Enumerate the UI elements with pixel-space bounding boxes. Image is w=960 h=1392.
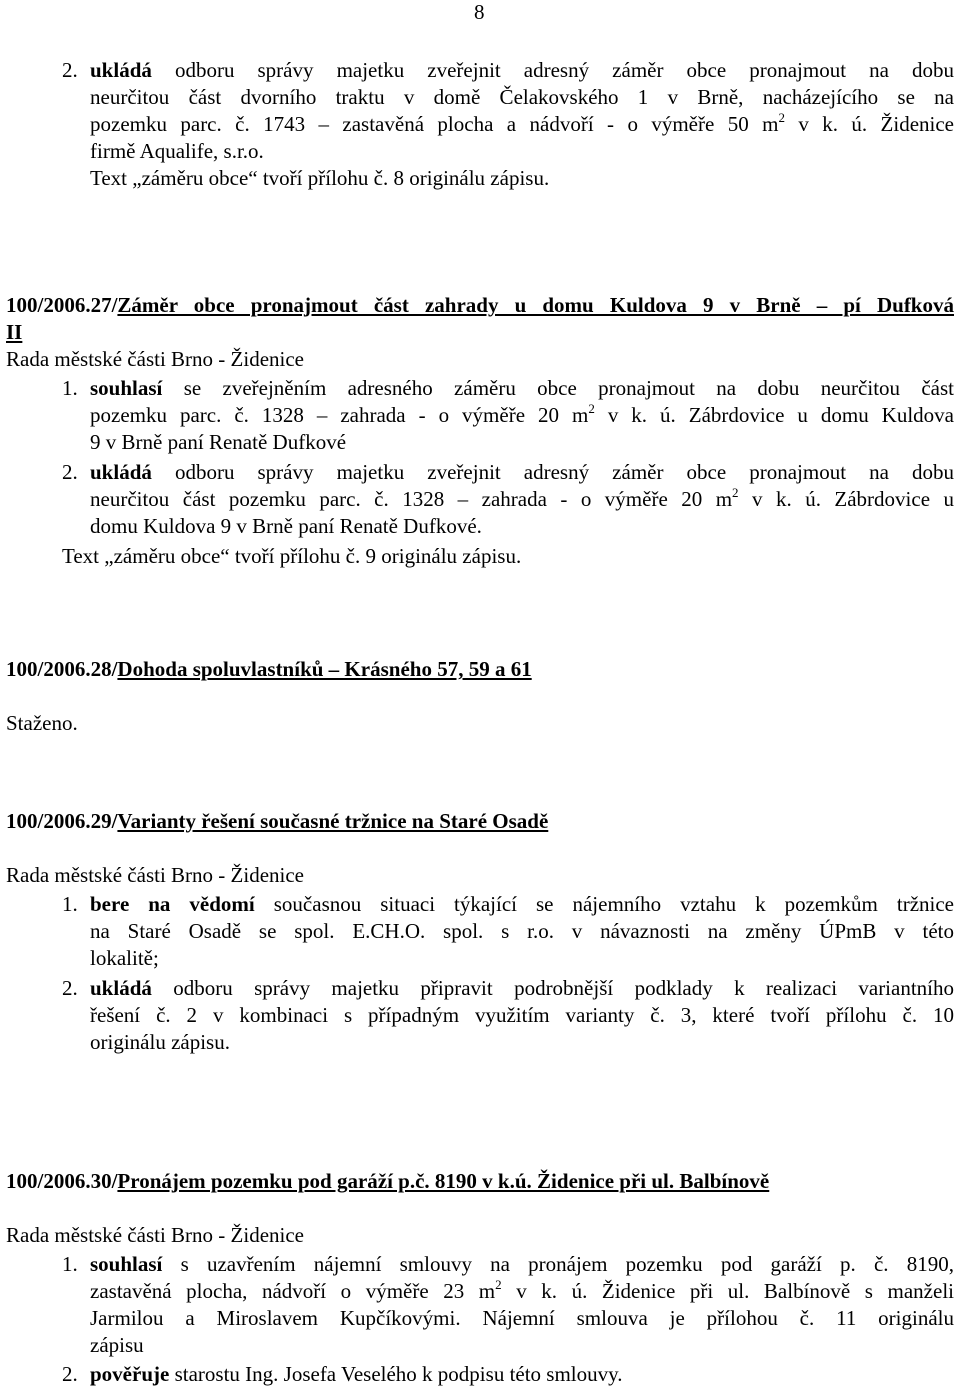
section-number: 100/2006.27/ (6, 293, 118, 317)
text-run: starostu Ing. Josefa Veselého k podpisu této smlouvy. (174, 1362, 623, 1386)
section-heading (6, 1168, 769, 1195)
paragraph-line: domu Kuldova 9 v Brně paní Renatě Dufkové. (90, 514, 482, 538)
section-title: Záměr obce pronajmout část zahrady u domu Kuldova 9 v Brně – pí Dufková (117, 293, 954, 317)
text-run: s uzavřením nájemní smlouvy na pronájem pozemku pod garáží p. č. 8190, (180, 1252, 954, 1276)
item-number: 1. (62, 1252, 78, 1276)
paragraph-line: neurčitou část dvorního traktu v domě Čelakovského 1 v Brně, nacházejícího se na (90, 85, 954, 109)
text-run: v k. ú. Zábrdovice u (752, 487, 954, 511)
item-number: 2. (62, 1362, 78, 1386)
section-heading (6, 292, 954, 319)
text-run: v k. ú. Židenice (798, 112, 954, 136)
council-label: Rada městské části Brno - Židenice (6, 1223, 304, 1247)
paragraph-line (90, 375, 954, 402)
paragraph-line: řešení č. 2 v kombinaci s případným využitím varianty č. 3, které tvoří přílohu č. 10 (90, 1003, 954, 1027)
superscript: 2 (732, 485, 739, 500)
paragraph-line (90, 891, 954, 918)
section-heading-cont (6, 319, 22, 346)
superscript: 2 (778, 110, 785, 125)
text-run: neurčitou část pozemku parc. č. 1328 – zahrada - o výměře 20 m (90, 487, 733, 511)
attachment-note: Text „záměru obce“ tvoří přílohu č. 9 originálu zápisu. (62, 544, 522, 568)
text-run: pozemku parc. č. 1743 – zastavěná plocha a nádvoří - o výměře 50 m (90, 112, 779, 136)
item-number: 2. (62, 976, 78, 1000)
section-heading (6, 656, 532, 683)
section-number: 100/2006.28/ (6, 657, 118, 681)
paragraph-line: 9 v Brně paní Renatě Dufkové (90, 430, 347, 454)
section-heading (6, 808, 548, 835)
resolution-verb: bere na vědomí (90, 892, 255, 916)
status-text: Staženo. (6, 711, 78, 735)
paragraph-line (90, 486, 954, 513)
text-run: pozemku parc. č. 1328 – zahrada - o výměře 20 m (90, 403, 589, 427)
resolution-verb: ukládá (90, 460, 152, 484)
resolution-verb: ukládá (90, 976, 152, 1000)
paragraph-line: originálu zápisu. (90, 1030, 230, 1054)
paragraph-line (90, 1278, 954, 1305)
item-number: 1. (62, 892, 78, 916)
paragraph-line (90, 402, 954, 429)
paragraph-line: lokalitě; (90, 946, 159, 970)
section-number: 100/2006.29/ (6, 809, 118, 833)
section-title: Pronájem pozemku pod garáží p.č. 8190 v k.ú. Židenice při ul. Balbínově (117, 1169, 770, 1193)
text-run: odboru správy majetku zveřejnit adresný záměr obce pronajmout na dobu (174, 58, 955, 82)
attachment-note: Text „záměru obce“ tvoří přílohu č. 8 originálu zápisu. (90, 166, 550, 190)
section-title: II (6, 320, 23, 344)
paragraph-line (90, 1361, 623, 1388)
resolution-verb: ukládá (90, 58, 152, 82)
resolution-verb: souhlasí (90, 1252, 163, 1276)
paragraph-line (90, 111, 954, 138)
paragraph-line (90, 1251, 954, 1278)
text-run: odboru správy majetku připravit podrobnější podklady k realizaci variantního (173, 976, 955, 1000)
page-number: 8 (474, 0, 485, 24)
item-number: 1. (62, 376, 78, 400)
superscript: 2 (495, 1277, 502, 1292)
superscript: 2 (588, 401, 595, 416)
paragraph-line (90, 975, 954, 1002)
resolution-verb: souhlasí (90, 376, 163, 400)
text-run: v k. ú. Židenice při ul. Balbínově s manželi (516, 1279, 954, 1303)
paragraph-line: na Staré Osadě se spol. E.CH.O. spol. s r.o. v návaznosti na změny ÚPmB v této (90, 919, 954, 943)
paragraph-line (90, 459, 954, 486)
text-run: odboru správy majetku zveřejnit adresný záměr obce pronajmout na dobu (174, 460, 955, 484)
council-label: Rada městské části Brno - Židenice (6, 347, 304, 371)
paragraph-line: zápisu (90, 1333, 144, 1357)
text-run: současnou situaci týkající se nájemního vztahu k pozemkům tržnice (273, 892, 954, 916)
resolution-verb: pověřuje (90, 1362, 170, 1386)
text-run: zastavěná plocha, nádvoří o výměře 23 m (90, 1279, 496, 1303)
section-number: 100/2006.30/ (6, 1169, 118, 1193)
section-title: Dohoda spoluvlastníků – Krásného 57, 59 a 61 (117, 657, 532, 681)
council-label: Rada městské části Brno - Židenice (6, 863, 304, 887)
paragraph-line (90, 57, 954, 84)
text-run: se zveřejněním adresného záměru obce pronajmout na dobu neurčitou část (183, 376, 954, 400)
paragraph-line: Jarmilou a Miroslavem Kupčíkovými. Nájemní smlouva je přílohou č. 11 originálu (90, 1306, 954, 1330)
item-number: 2. (62, 460, 78, 484)
item-number: 2. (62, 58, 78, 82)
text-run: v k. ú. Zábrdovice u domu Kuldova (607, 403, 954, 427)
paragraph-line: firmě Aqualife, s.r.o. (90, 139, 264, 163)
section-title: Varianty řešení současné tržnice na Staré Osadě (117, 809, 549, 833)
